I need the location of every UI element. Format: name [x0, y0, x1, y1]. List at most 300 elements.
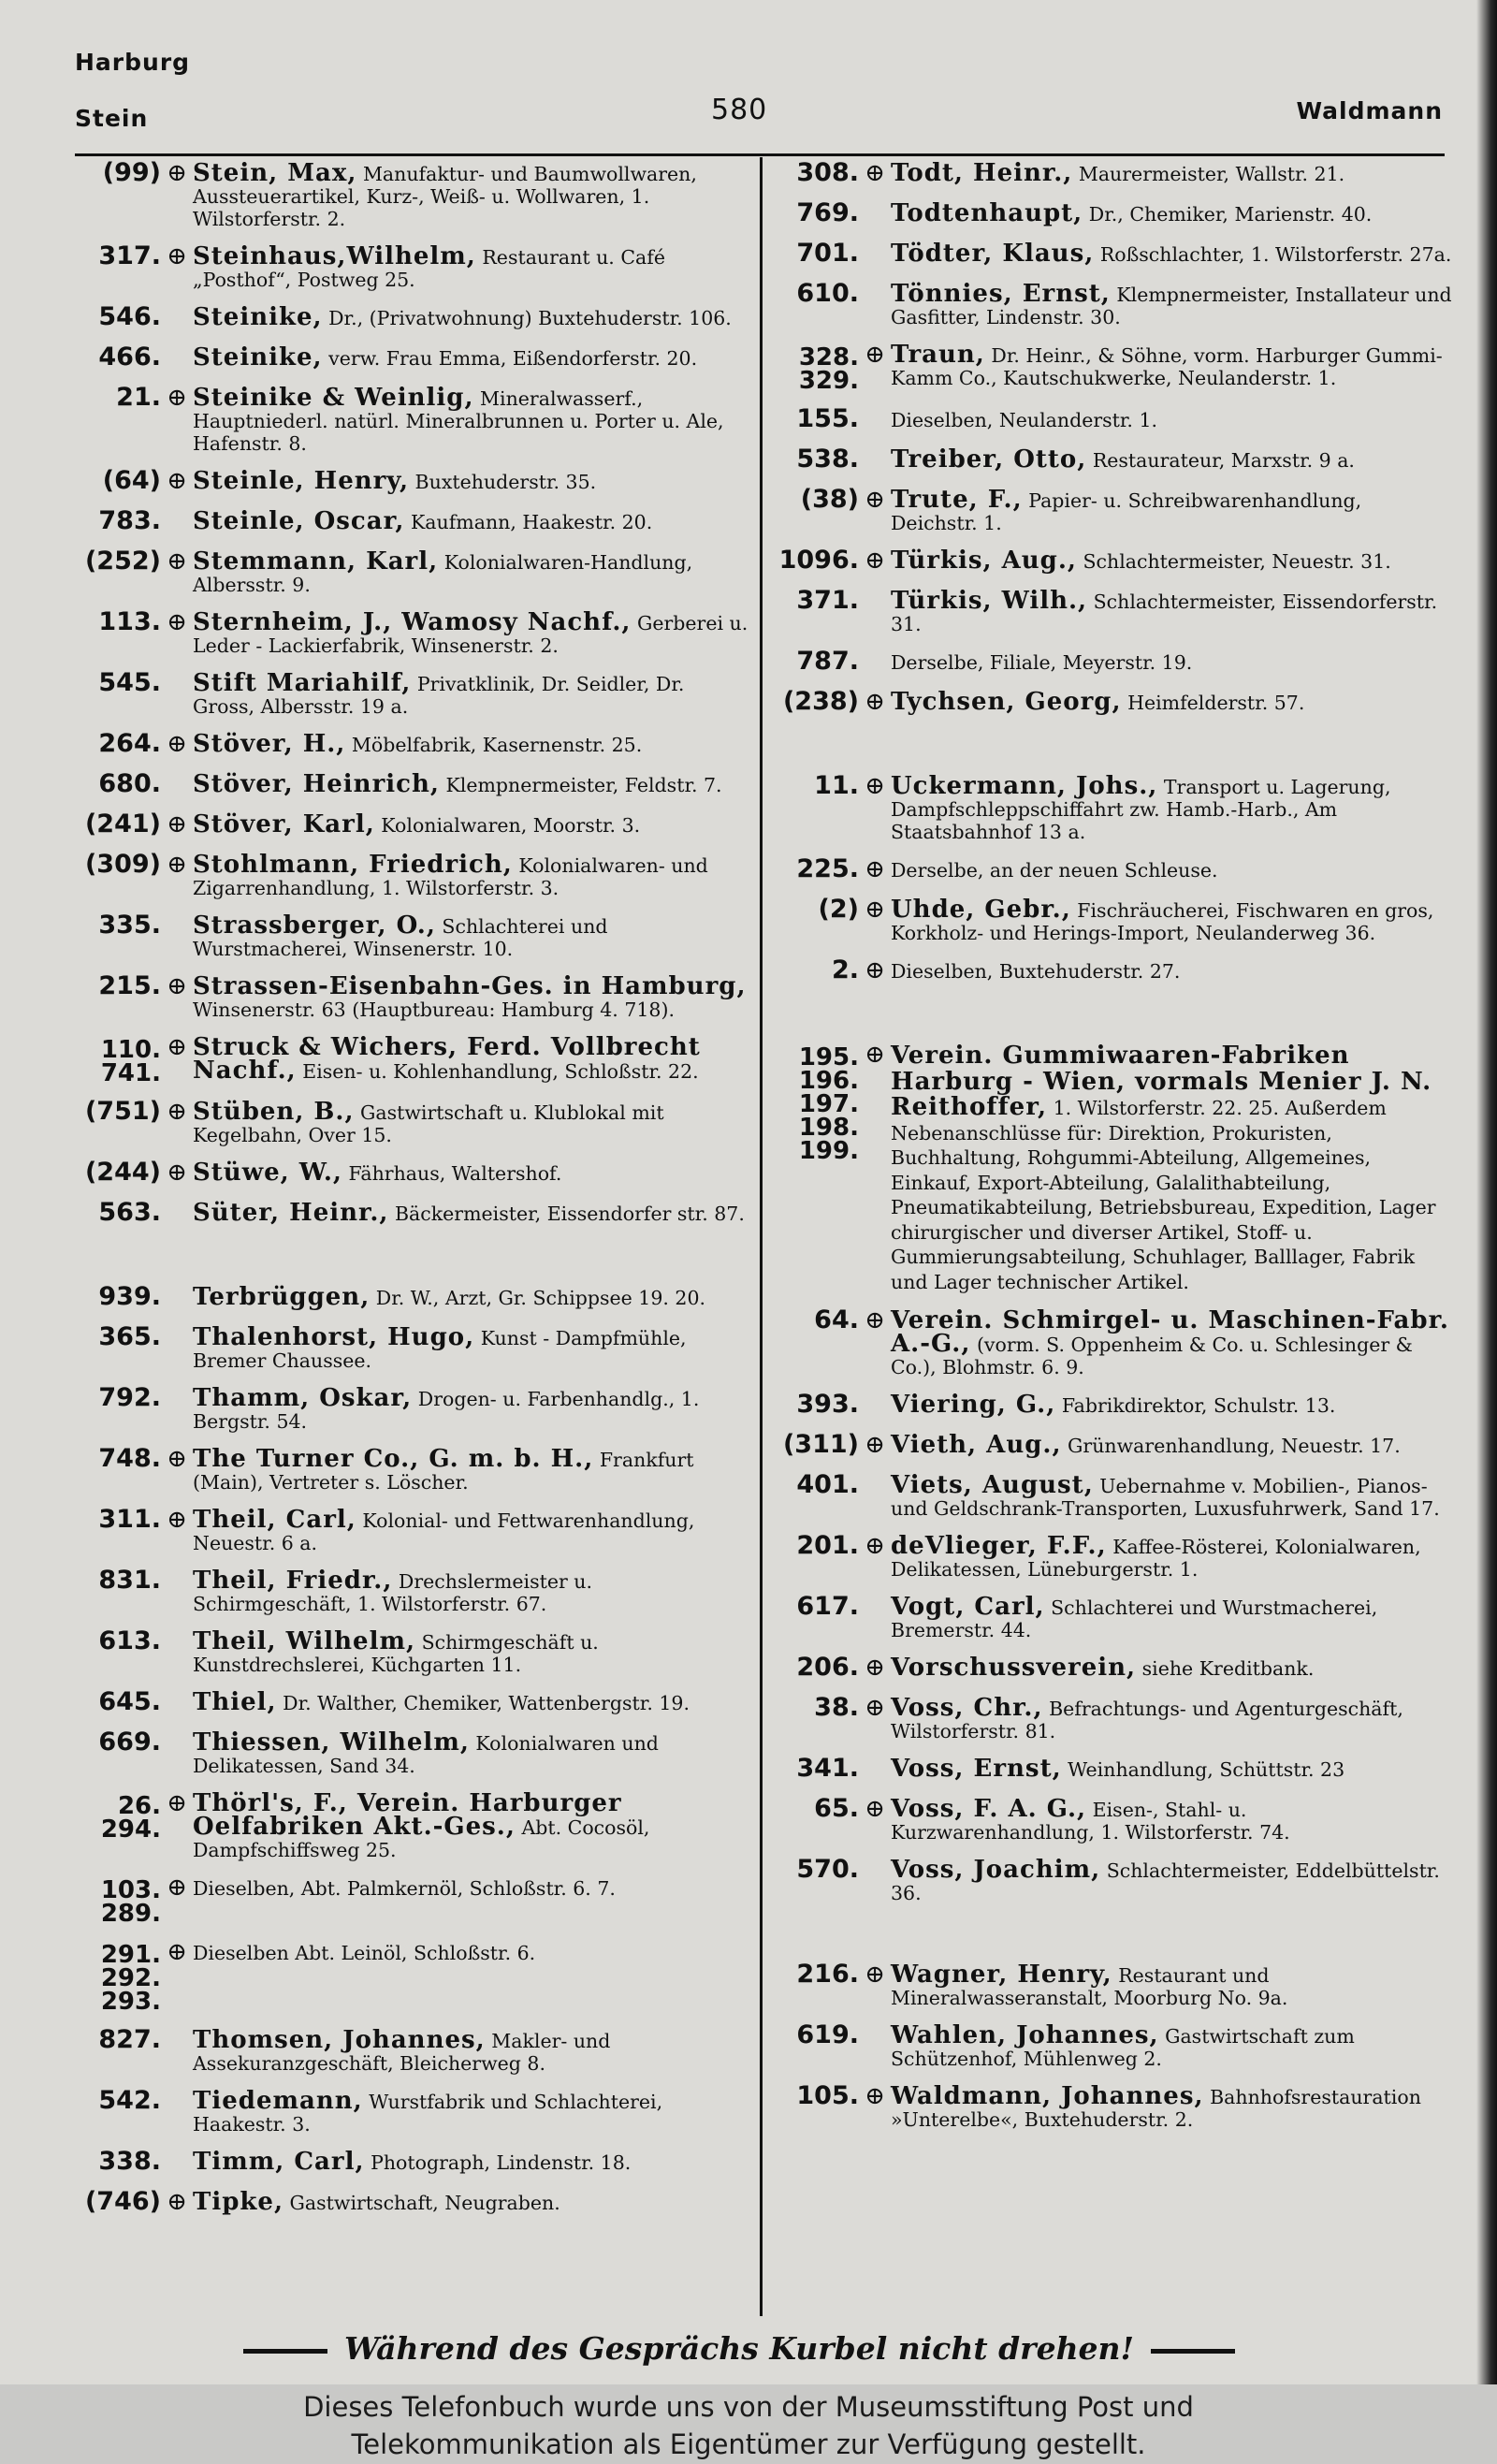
phone-number-line: 338. [98, 2147, 161, 2176]
phone-number [75, 1159, 161, 1187]
credit-line-2: Telekommunikation als Eigentümer zur Verfügung gestellt. [351, 2428, 1146, 2460]
entry-details: Dr., Chemiker, Marienstr. 40. [1088, 203, 1373, 226]
directory-entry [773, 2021, 1452, 2070]
subscriber-name: Todtenhaupt, [891, 199, 1083, 227]
phone-number [773, 648, 859, 676]
entry-body [891, 855, 1452, 882]
directory-entry [773, 1795, 1452, 1844]
phone-number-line: 466. [98, 343, 161, 372]
phone-number-line: 545. [98, 668, 161, 697]
subscriber-name: Steinle, Henry, [193, 467, 410, 495]
phone-number-line: (746) [84, 2187, 161, 2216]
phone-number-line: (99) [102, 158, 161, 187]
footer-rule-left [243, 2349, 327, 2354]
phone-number [75, 1098, 161, 1126]
phone-number [773, 1532, 859, 1560]
entry-details: Restaurant u. Café „Posthof“, Postweg 25. [193, 246, 665, 291]
subscriber-name: Stöver, H., [193, 730, 346, 758]
entry-body [891, 648, 1452, 674]
subscriber-name: Voss, F. A. G., [891, 1795, 1087, 1823]
entry-body [193, 1323, 748, 1372]
subscriber-name: Vorschussverein, [891, 1654, 1137, 1682]
entry-body [891, 1755, 1452, 1781]
entry-body [891, 240, 1452, 266]
extension-mark-icon: ⊕ [167, 1098, 187, 1126]
phone-number-line: 613. [98, 1626, 161, 1655]
directory-entry [75, 608, 748, 657]
phone-number-line: 64. [814, 1305, 859, 1334]
subscriber-name: Verein. Schmirgel- u. Maschinen-Fabr. A.-G., [891, 1306, 1449, 1358]
phone-number-line: 787. [796, 647, 859, 676]
subscriber-name: Voss, Joachim, [891, 1856, 1101, 1884]
directory-entry [75, 1728, 748, 1777]
entry-body [891, 1431, 1452, 1457]
phone-number-line: 939. [98, 1282, 161, 1311]
phone-number-line: 293. [100, 1988, 161, 2016]
phone-number-line: 110. [100, 1036, 161, 1064]
entry-body [193, 547, 748, 596]
entry-body [891, 1306, 1452, 1378]
entry-details: Dieselben, Abt. Palmkernöl, Schloßstr. 6. 7. [193, 1877, 616, 1900]
phone-number [773, 956, 859, 984]
entry-body [193, 1627, 748, 1676]
phone-number [75, 1938, 161, 2014]
phone-number-line: 783. [98, 506, 161, 535]
directory-entry [773, 1654, 1452, 1682]
phone-number-line: 371. [796, 586, 859, 615]
phone-number-line: 264. [98, 729, 161, 758]
entry-body [891, 547, 1452, 573]
subscriber-name: Steinle, Oscar, [193, 507, 405, 535]
phone-number-line: (238) [782, 687, 859, 716]
phone-number [75, 972, 161, 1000]
phone-number [75, 1506, 161, 1534]
phone-number [773, 341, 859, 393]
directory-entry [75, 1627, 748, 1676]
entry-body [193, 730, 748, 756]
phone-number [773, 240, 859, 268]
phone-number [75, 1283, 161, 1311]
extension-mark-icon: ⊕ [167, 1874, 187, 1902]
entry-body [193, 2148, 748, 2174]
entry-body [193, 1445, 748, 1494]
extension-mark-icon: ⊕ [167, 159, 187, 187]
phone-number [773, 2082, 859, 2110]
extension-mark-icon: ⊕ [167, 1506, 187, 1534]
entry-details: Dieselben Abt. Leinöl, Schloßstr. 6. [193, 1942, 536, 1964]
extension-mark-icon: ⊕ [865, 547, 885, 575]
footer-text: Während des Gesprächs Kurbel nicht drehen! [343, 2330, 1135, 2367]
phone-number-line: 291. [100, 1941, 161, 1969]
phone-number [75, 2148, 161, 2176]
phone-number-line: 311. [98, 1505, 161, 1534]
entry-body [193, 911, 748, 960]
directory-entry [75, 303, 748, 331]
phone-number-line: (64) [102, 466, 161, 495]
entry-body [891, 405, 1452, 431]
left-running-head: Stein [75, 105, 149, 132]
phone-number [75, 1874, 161, 1926]
page-number: 580 [711, 94, 768, 126]
entry-body [891, 1532, 1452, 1581]
phone-number [773, 896, 859, 924]
subscriber-name: Trute, F., [891, 486, 1023, 514]
phone-number [75, 547, 161, 576]
entry-details: Buxtehuderstr. 35. [414, 471, 597, 493]
phone-number [75, 730, 161, 758]
phone-number-line: 225. [796, 854, 859, 883]
phone-number-line: 570. [796, 1855, 859, 1884]
extension-mark-icon: ⊕ [865, 688, 885, 716]
extension-mark-icon: ⊕ [167, 384, 187, 412]
extension-mark-icon: ⊕ [865, 1532, 885, 1560]
extension-mark-icon: ⊕ [865, 1961, 885, 1989]
phone-number-line: 198. [798, 1114, 859, 1142]
entry-body [193, 1098, 748, 1146]
extension-mark-icon: ⊕ [865, 1041, 885, 1069]
subscriber-name: Voss, Ernst, [891, 1755, 1062, 1783]
directory-entry [75, 1283, 748, 1311]
phone-number [773, 547, 859, 575]
subscriber-name: Struck & Wichers, Ferd. Vollbrecht Nachf., [193, 1033, 701, 1085]
directory-entry [773, 1306, 1452, 1378]
phone-number-line: 308. [796, 158, 859, 187]
subscriber-name: Theil, Wilhelm, [193, 1627, 416, 1655]
directory-entry [773, 280, 1452, 328]
entry-body [193, 1033, 748, 1083]
extension-mark-icon: ⊕ [167, 972, 187, 1000]
subscriber-name: Stüben, B., [193, 1098, 355, 1126]
phone-number [773, 1306, 859, 1334]
directory-entry [75, 972, 748, 1021]
extension-mark-icon: ⊕ [865, 1654, 885, 1682]
directory-entry [75, 1445, 748, 1494]
phone-number [75, 1688, 161, 1716]
subscriber-name: Stein, Max, [193, 159, 357, 187]
column-divider [760, 157, 763, 2316]
phone-number-line: 401. [796, 1470, 859, 1499]
phone-number-line: 741. [100, 1059, 161, 1087]
phone-number-line: 196. [798, 1067, 859, 1095]
subscriber-name: Türkis, Wilh., [891, 587, 1088, 615]
extension-mark-icon: ⊕ [167, 1445, 187, 1473]
subscriber-name: Tönnies, Ernst, [891, 280, 1111, 308]
entry-details: Transport u. Lagerung, Dampfschleppschiffahrt zw. Hamb.-Harb., Am Staatsbahnhof 13 a. [891, 776, 1391, 843]
entry-details: Kolonialwaren-Handlung, Albersstr. 9. [193, 551, 693, 596]
phone-number-line: 11. [814, 771, 859, 800]
phone-number-line: 335. [98, 911, 161, 940]
directory-entry [75, 467, 748, 495]
directory-entry [75, 1033, 748, 1086]
entry-body [891, 772, 1452, 843]
directory-entry [75, 2188, 748, 2216]
entry-details: Gastwirtschaft u. Klublokal mit Kegelbahn, Over 15. [193, 1101, 664, 1146]
directory-entry [75, 1567, 748, 1615]
subscriber-name: Viering, G., [891, 1391, 1056, 1419]
directory-entry [75, 1938, 748, 2014]
entry-details: Eisen-, Stahl- u. Kurzwarenhandlung, 1. Wilstorferstr. 74. [891, 1799, 1290, 1844]
entry-details: Derselbe, an der neuen Schleuse. [891, 859, 1218, 882]
extension-mark-icon: ⊕ [865, 855, 885, 883]
entry-details: Dr. Heinr., & Söhne, vorm. Harburger Gummi-Kamm Co., Kautschukwerke, Neulanderstr. 1. [891, 344, 1443, 389]
phone-number [773, 1856, 859, 1884]
directory-entry [773, 1431, 1452, 1459]
phone-number-line: 617. [796, 1592, 859, 1621]
extension-mark-icon: ⊕ [865, 341, 885, 369]
entry-body [891, 341, 1452, 389]
entry-details: Roßschlachter, 1. Wilstorferstr. 27a. [1099, 243, 1452, 266]
phone-number-line: 329. [798, 367, 859, 395]
entry-details: Schlachtermeister, Eissendorferstr. 31. [891, 590, 1438, 635]
entry-details: Wurstfabrik und Schlachterei, Haakestr. 3. [193, 2091, 663, 2136]
entry-details: Kolonialwaren- und Zigarrenhandlung, 1. Wilstorferstr. 3. [193, 854, 708, 899]
phone-number [75, 2188, 161, 2216]
entry-details: Kaffee-Rösterei, Kolonialwaren, Delikatessen, Lüneburgerstr. 1. [891, 1536, 1421, 1581]
entry-details: Fabrikdirektor, Schulstr. 13. [1061, 1394, 1336, 1417]
subscriber-name: Thamm, Oskar, [193, 1384, 413, 1412]
subscriber-name: Treiber, Otto, [891, 445, 1087, 474]
subscriber-name: Theil, Friedr., [193, 1567, 393, 1595]
entry-details: Schlachterei und Wurstmacherei, Bremerstr. 44. [891, 1596, 1378, 1641]
phone-number-line: (751) [84, 1097, 161, 1126]
entry-body [193, 242, 748, 291]
phone-number-line: 610. [796, 279, 859, 308]
phone-number-line: 538. [796, 445, 859, 474]
entry-details: Restaurateur, Marxstr. 9 a. [1092, 449, 1355, 472]
subscriber-name: Tödter, Klaus, [891, 240, 1095, 268]
phone-number-line: (244) [84, 1158, 161, 1187]
subscriber-name: Thörl's, F., Verein. Harburger Oelfabriken Akt.-Ges., [193, 1789, 622, 1841]
subscriber-name: Süter, Heinr., [193, 1199, 389, 1227]
phone-number-line: 206. [796, 1653, 859, 1682]
entry-details: Drogen- u. Farbenhandlg., 1. Bergstr. 54. [193, 1388, 700, 1433]
phone-number-line: 393. [796, 1390, 859, 1419]
directory-entry [773, 445, 1452, 474]
phone-number [75, 384, 161, 412]
directory-entry [75, 911, 748, 960]
phone-number [773, 280, 859, 308]
footer-notice [159, 2330, 1319, 2367]
extension-mark-icon: ⊕ [865, 1795, 885, 1823]
extension-mark-icon: ⊕ [865, 1694, 885, 1722]
entry-body [891, 1961, 1452, 2009]
subscriber-name: Sternheim, J., Wamosy Nachf., [193, 608, 632, 636]
subscriber-name: Türkis, Aug., [891, 547, 1077, 575]
directory-entry [773, 405, 1452, 433]
entry-body [891, 896, 1452, 944]
entry-body [891, 688, 1452, 714]
subscriber-name: Voss, Chr., [891, 1694, 1043, 1722]
entry-details: Dieselben, Buxtehuderstr. 27. [891, 960, 1181, 983]
directory-entry [773, 688, 1452, 716]
phone-number [75, 303, 161, 331]
entry-body [891, 587, 1452, 635]
phone-number [773, 1431, 859, 1459]
entry-body [193, 159, 748, 230]
phone-number [75, 810, 161, 838]
subscriber-name: Theil, Carl, [193, 1506, 356, 1534]
phone-number-line: (38) [800, 485, 859, 514]
directory-entry [75, 1159, 748, 1187]
subscriber-name: Stemmann, Karl, [193, 547, 439, 576]
phone-number [75, 1789, 161, 1842]
phone-number-line: 680. [98, 769, 161, 798]
directory-entry [773, 1471, 1452, 1520]
entry-body [193, 1567, 748, 1615]
phone-number [75, 1728, 161, 1757]
entry-body [193, 1283, 748, 1309]
subscriber-name: Verein. Gummiwaaren-Fabriken Harburg - Wien, vormals Menier J. N. Reithoffer, [891, 1042, 1432, 1121]
directory-entry [75, 2148, 748, 2176]
extension-mark-icon: ⊕ [167, 730, 187, 758]
entry-body [193, 1688, 748, 1714]
directory-entry [75, 669, 748, 718]
phone-number-line: 831. [98, 1566, 161, 1595]
entry-details: Schlachtermeister, Neuestr. 31. [1083, 550, 1391, 573]
directory-entry [773, 896, 1452, 944]
extension-mark-icon: ⊕ [167, 467, 187, 495]
entry-details: Heimfelderstr. 57. [1127, 692, 1305, 714]
phone-number-line: 197. [798, 1090, 859, 1118]
phone-number [75, 507, 161, 535]
phone-number [773, 1694, 859, 1722]
entry-details: Schirmgeschäft u. Kunstdrechslerei, Küchgarten 11. [193, 1631, 599, 1676]
phone-number-line: (311) [782, 1430, 859, 1459]
phone-number-line: 199. [798, 1137, 859, 1165]
entry-body [193, 851, 748, 899]
entry-details: Befrachtungs- und Agenturgeschäft, Wilstorferstr. 81. [891, 1698, 1403, 1742]
phone-number-line: 792. [98, 1383, 161, 1412]
directory-entry [773, 1041, 1452, 1294]
directory-entry [75, 343, 748, 372]
entry-details: Restaurant und Mineralwasseranstalt, Moorburg No. 9a. [891, 1964, 1288, 2009]
entry-body [891, 1795, 1452, 1844]
directory-entry [773, 648, 1452, 676]
subscriber-name: Uhde, Gebr., [891, 896, 1071, 924]
extension-mark-icon: ⊕ [865, 896, 885, 924]
directory-entry [75, 1098, 748, 1146]
entry-body [193, 669, 748, 718]
entry-details: Mineralwasserf., Hauptniederl. natürl. Mineralbrunnen u. Porter u. Ale, Hafenstr. 8. [193, 387, 724, 455]
entry-body [891, 445, 1452, 472]
entry-body [193, 810, 748, 837]
subscriber-name: Tiedemann, [193, 2087, 363, 2115]
extension-mark-icon: ⊕ [865, 772, 885, 800]
subscriber-name: Viets, August, [891, 1471, 1094, 1499]
entry-body [891, 1391, 1452, 1417]
credit-banner [0, 2384, 1497, 2464]
entry-body [193, 467, 748, 493]
directory-entry [773, 199, 1452, 227]
entry-body [193, 2026, 748, 2075]
entry-body [891, 199, 1452, 226]
phone-number-line: 701. [796, 239, 859, 268]
directory-entry [75, 159, 748, 230]
phone-number-line: 105. [796, 2081, 859, 2110]
phone-number [773, 199, 859, 227]
phone-number-line: 103. [100, 1876, 161, 1904]
directory-entry [773, 855, 1452, 883]
phone-number-line: 113. [98, 607, 161, 636]
phone-number [773, 445, 859, 474]
entry-details: Grünwarenhandlung, Neuestr. 17. [1068, 1435, 1401, 1457]
directory-entry [773, 486, 1452, 534]
entry-details: Photograph, Lindenstr. 18. [371, 2151, 632, 2174]
directory-entry [773, 1532, 1452, 1581]
directory-entry [75, 2026, 748, 2075]
directory-entry [773, 587, 1452, 635]
entry-body [891, 1041, 1452, 1294]
phone-number [773, 1961, 859, 1989]
directory-entry [773, 341, 1452, 393]
phone-number-line: 645. [98, 1687, 161, 1716]
phone-number-line: 201. [796, 1531, 859, 1560]
phone-number-line: 563. [98, 1198, 161, 1227]
subscriber-name: Steinike, [193, 343, 323, 372]
extension-mark-icon: ⊕ [167, 547, 187, 576]
entry-details: Kolonialwaren, Moorstr. 3. [381, 814, 641, 837]
phone-number [75, 2087, 161, 2115]
subscriber-name: Steinike, [193, 303, 323, 331]
extension-mark-icon: ⊕ [167, 1159, 187, 1187]
phone-number-line: 669. [98, 1728, 161, 1757]
entry-body [891, 1471, 1452, 1520]
phone-number-line: 328. [798, 343, 859, 372]
entry-body [193, 1159, 748, 1185]
entry-details: Bahnhofsrestauration »Unterelbe«, Buxtehuderstr. 2. [891, 2086, 1421, 2131]
directory-entry [75, 1323, 748, 1372]
entry-details: Privatklinik, Dr. Seidler, Dr. Gross, Albersstr. 19 a. [193, 673, 685, 718]
directory-entry [773, 772, 1452, 843]
entry-details: verw. Frau Emma, Eißendorferstr. 20. [328, 347, 698, 370]
phone-number-line: (2) [818, 895, 859, 924]
entry-body [193, 1938, 748, 1964]
entry-body [891, 1694, 1452, 1742]
subscriber-name: deVlieger, F.F., [891, 1532, 1107, 1560]
entry-body [891, 2021, 1452, 2070]
phone-number-line: 748. [98, 1444, 161, 1473]
entry-details: Derselbe, Filiale, Meyerstr. 19. [891, 651, 1193, 674]
phone-number-line: 827. [98, 2025, 161, 2054]
phone-number [773, 405, 859, 433]
entry-details: Uebernahme v. Mobilien-, Pianos- und Geldschrank-Transporten, Luxusfuhrwerk, Sand 17. [891, 1475, 1440, 1520]
subscriber-name: Timm, Carl, [193, 2148, 365, 2176]
directory-entry [773, 1856, 1452, 1904]
directory-entry [75, 1874, 748, 1926]
subscriber-name: Wahlen, Johannes, [891, 2021, 1159, 2049]
entry-body [193, 2087, 748, 2136]
phone-number [75, 467, 161, 495]
phone-number [773, 1755, 859, 1783]
phone-number-line: 21. [116, 383, 161, 412]
extension-mark-icon: ⊕ [865, 2082, 885, 2110]
subscriber-name: Tipke, [193, 2188, 284, 2216]
subscriber-name: Thalenhorst, Hugo, [193, 1323, 475, 1351]
entry-details: Weinhandlung, Schüttstr. 23 [1068, 1758, 1345, 1781]
phone-number [773, 1795, 859, 1823]
entry-details: 1. Wilstorferstr. 22. 25. Außerdem Nebenanschlüsse für: Direktion, Prokuristen, Buchhaltung, Rohgummi-Abteilung, Allgemeines, Einkauf, Export-Abteilung, Galalithabteilung, Pneumatikabteilung, Betriebsbureau, Expedition, Lager chirurgischer und diverser Artikel, Stoff- u. Gummierungsabteilung, Schuhlager, Balllager, Fabrik und Lager technischer Artikel. [891, 1097, 1436, 1293]
entry-body [193, 384, 748, 455]
extension-mark-icon: ⊕ [167, 608, 187, 636]
phone-number-line: 546. [98, 302, 161, 331]
phone-number [75, 2026, 161, 2054]
phone-number-line: 38. [814, 1693, 859, 1722]
subscriber-name: Waldmann, Johannes, [891, 2082, 1204, 2110]
entry-body [193, 2188, 748, 2214]
phone-number [75, 242, 161, 270]
directory-entry [75, 2087, 748, 2136]
phone-number [75, 608, 161, 636]
